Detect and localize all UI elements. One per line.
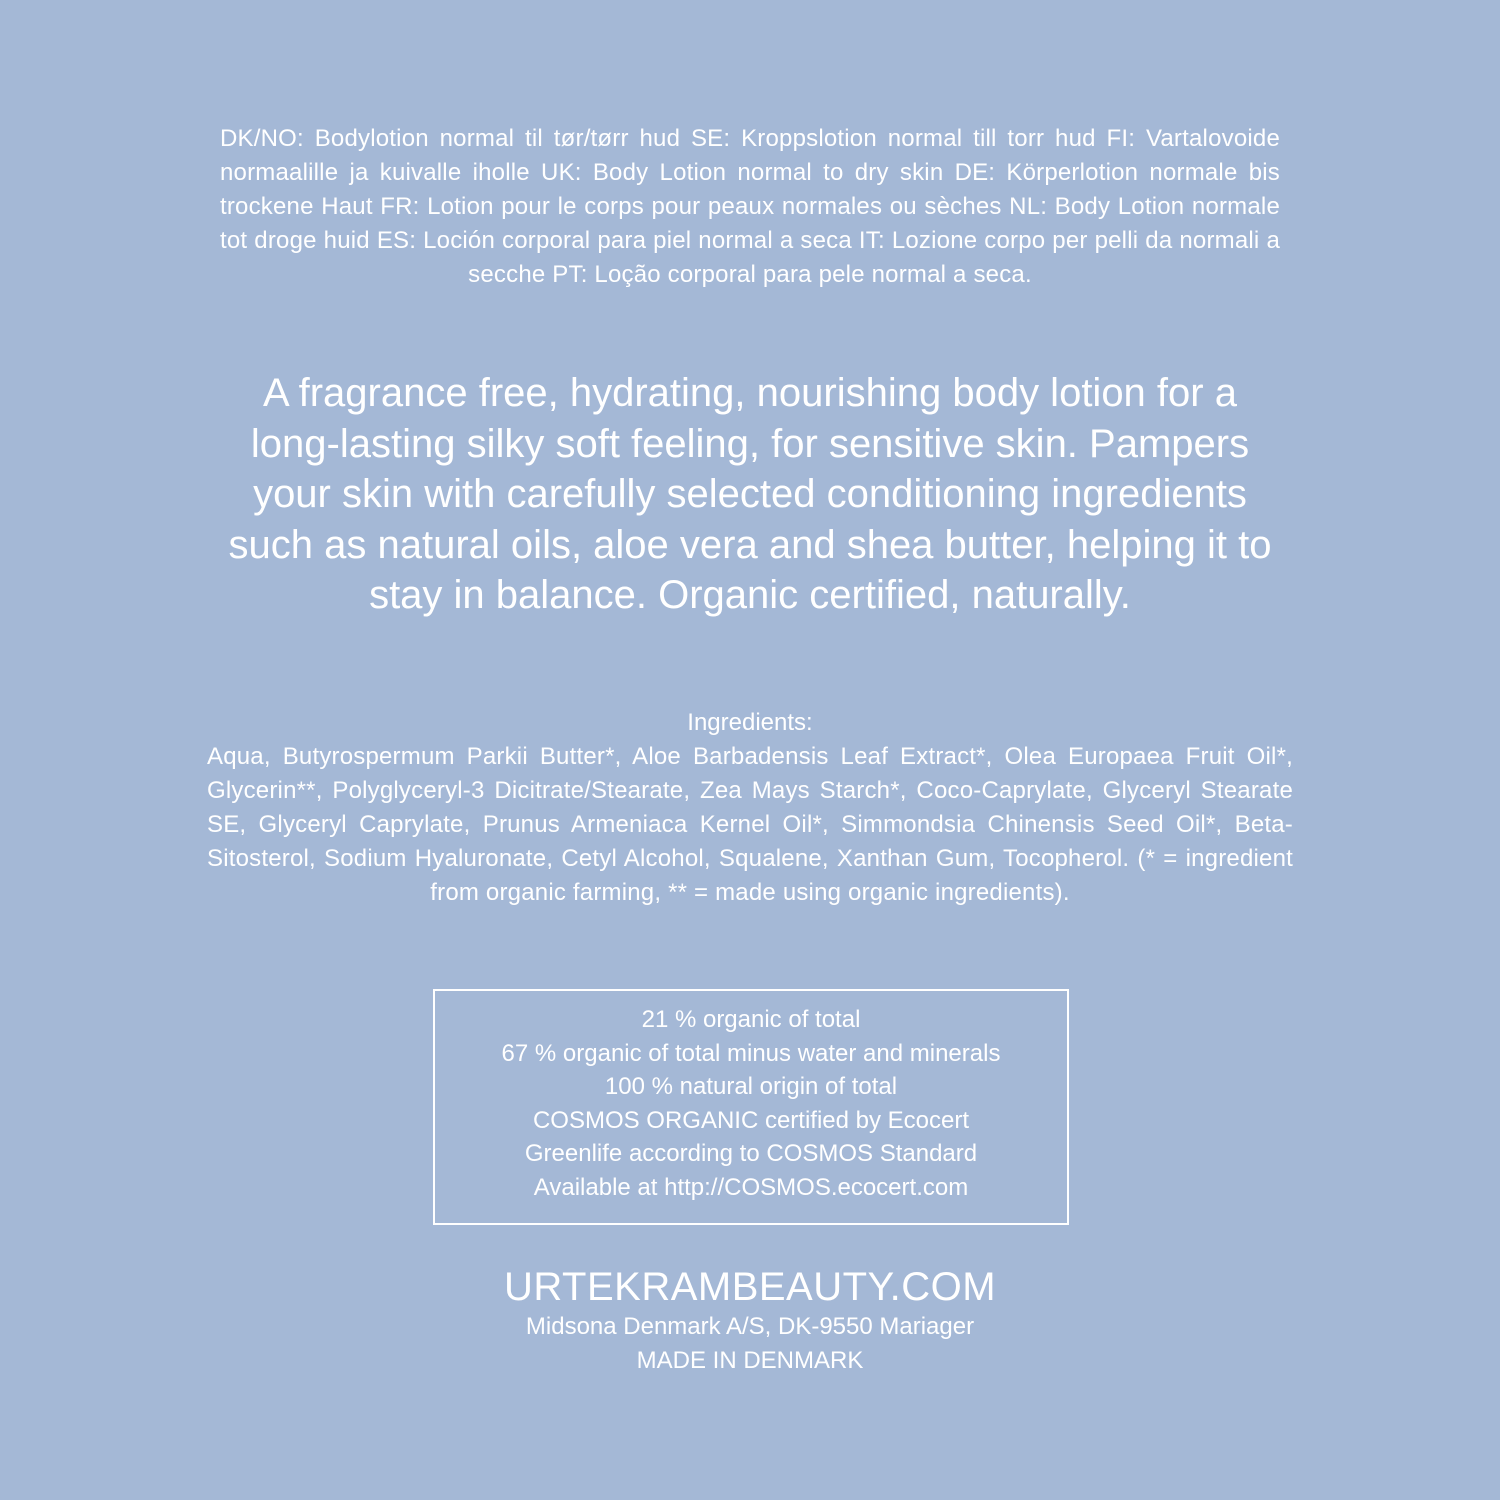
cert-line: Available at http://COSMOS.ecocert.com <box>533 1173 969 1201</box>
cert-line: 100 % natural origin of total <box>604 1073 898 1101</box>
company-address: Midsona Denmark A/S, DK-9550 Mariager <box>525 1313 975 1340</box>
product-description: A fragrance free, hydrating, nourishing body lotion for a long-lasting silky soft feeling, for sensitive skin. Pampers your skin with carefully selected conditioning ingredients such as natural oils, aloe vera and shea butter, helping it to stay in balance. Organic certified, naturally. <box>228 371 1272 617</box>
cert-line: Greenlife according to COSMOS Standard <box>524 1140 978 1168</box>
made-in-label: MADE IN DENMARK <box>636 1347 864 1374</box>
website-url: URTEKRAMBEAUTY.COM <box>503 1265 997 1309</box>
certification-box <box>433 989 1069 1225</box>
cert-line: 21 % organic of total <box>641 1006 861 1033</box>
languages-text: DK/NO: Bodylotion normal til tør/tørr hud SE: Kroppslotion normal till torr hud FI: Vartalovoide normaalille ja kuivalle iholle UK: Body Lotion normal to dry skin DE: Körperlotion normale bis trockene Haut FR: Lotion pour le corps pour peaux normales ou sèches NL: Body Lotion normale tot droge huid ES: Loción corporal para piel normal a seca IT: Lozione corpo per pelli da normali a secche PT: Loção corporal para pele normal a seca. <box>220 125 1280 288</box>
ingredients-title: Ingredients: <box>687 709 813 736</box>
cert-line: 67 % organic of total minus water and minerals <box>501 1039 1001 1067</box>
ingredients-list: Aqua, Butyrospermum Parkii Butter*, Aloe Barbadensis Leaf Extract*, Olea Europaea Fruit Oil*, Glycerin**, Polyglyceryl-3 Dicitrate/Stearate, Zea Mays Starch*, Coco-Caprylate, Glyceryl Stearate SE, Glyceryl Caprylate, Prunus Armeniaca Kernel Oil*, Simmondsia Chinensis Seed Oil*, Beta-Sitosterol, Sodium Hyaluronate, Cetyl Alcohol, Squalene, Xanthan Gum, Tocopherol. (* = ingredient from organic farming, ** = made using organic ingredients). <box>207 743 1293 906</box>
cert-line: COSMOS ORGANIC certified by Ecocert <box>532 1106 970 1134</box>
